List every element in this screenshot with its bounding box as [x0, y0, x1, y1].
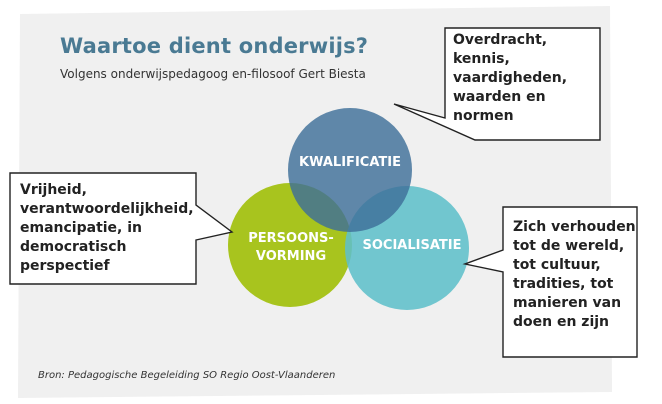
callout-line: Vrijheid, [20, 182, 87, 198]
callout-persoonsvorming-text [20, 181, 194, 276]
callout-line: vaardigheden, [453, 70, 568, 86]
callout-kwalificatie-text [453, 31, 567, 126]
callout-line: tradities, tot [513, 276, 614, 292]
callout-line: doen en zijn [513, 314, 610, 330]
callout-line: Overdracht, [453, 32, 548, 48]
callout-line: normen [453, 108, 514, 124]
callout-line: manieren van [513, 295, 622, 311]
label-kwalificatie: KWALIFICATIE [299, 155, 401, 170]
callout-line: tot cultuur, [513, 257, 601, 273]
page-title: Waartoe dient onderwijs? [60, 34, 369, 58]
callout-line: tot de wereld, [513, 238, 625, 254]
label-persoonsvorming-line: PERSOONS- [248, 231, 334, 246]
callout-line: waarden en [453, 89, 546, 105]
label-persoonsvorming-line: VORMING [255, 249, 327, 264]
page-subtitle: Volgens onderwijspedagoog en-filosoof Gert Biesta [60, 67, 366, 81]
label-persoonsvorming [232, 230, 350, 266]
source-note: Bron: Pedagogische Begeleiding SO Regio Oost-Vlaanderen [38, 370, 336, 381]
callout-socialisatie-text [513, 218, 636, 332]
callout-line: democratisch [20, 239, 127, 255]
callout-line: emancipatie, in [20, 220, 143, 236]
callout-line: verantwoordelijkheid, [20, 201, 194, 217]
label-socialisatie: SOCIALISATIE [362, 238, 462, 253]
callout-line: kennis, [453, 51, 510, 67]
callout-line: perspectief [20, 258, 110, 274]
callout-line: Zich verhouden [513, 219, 636, 235]
